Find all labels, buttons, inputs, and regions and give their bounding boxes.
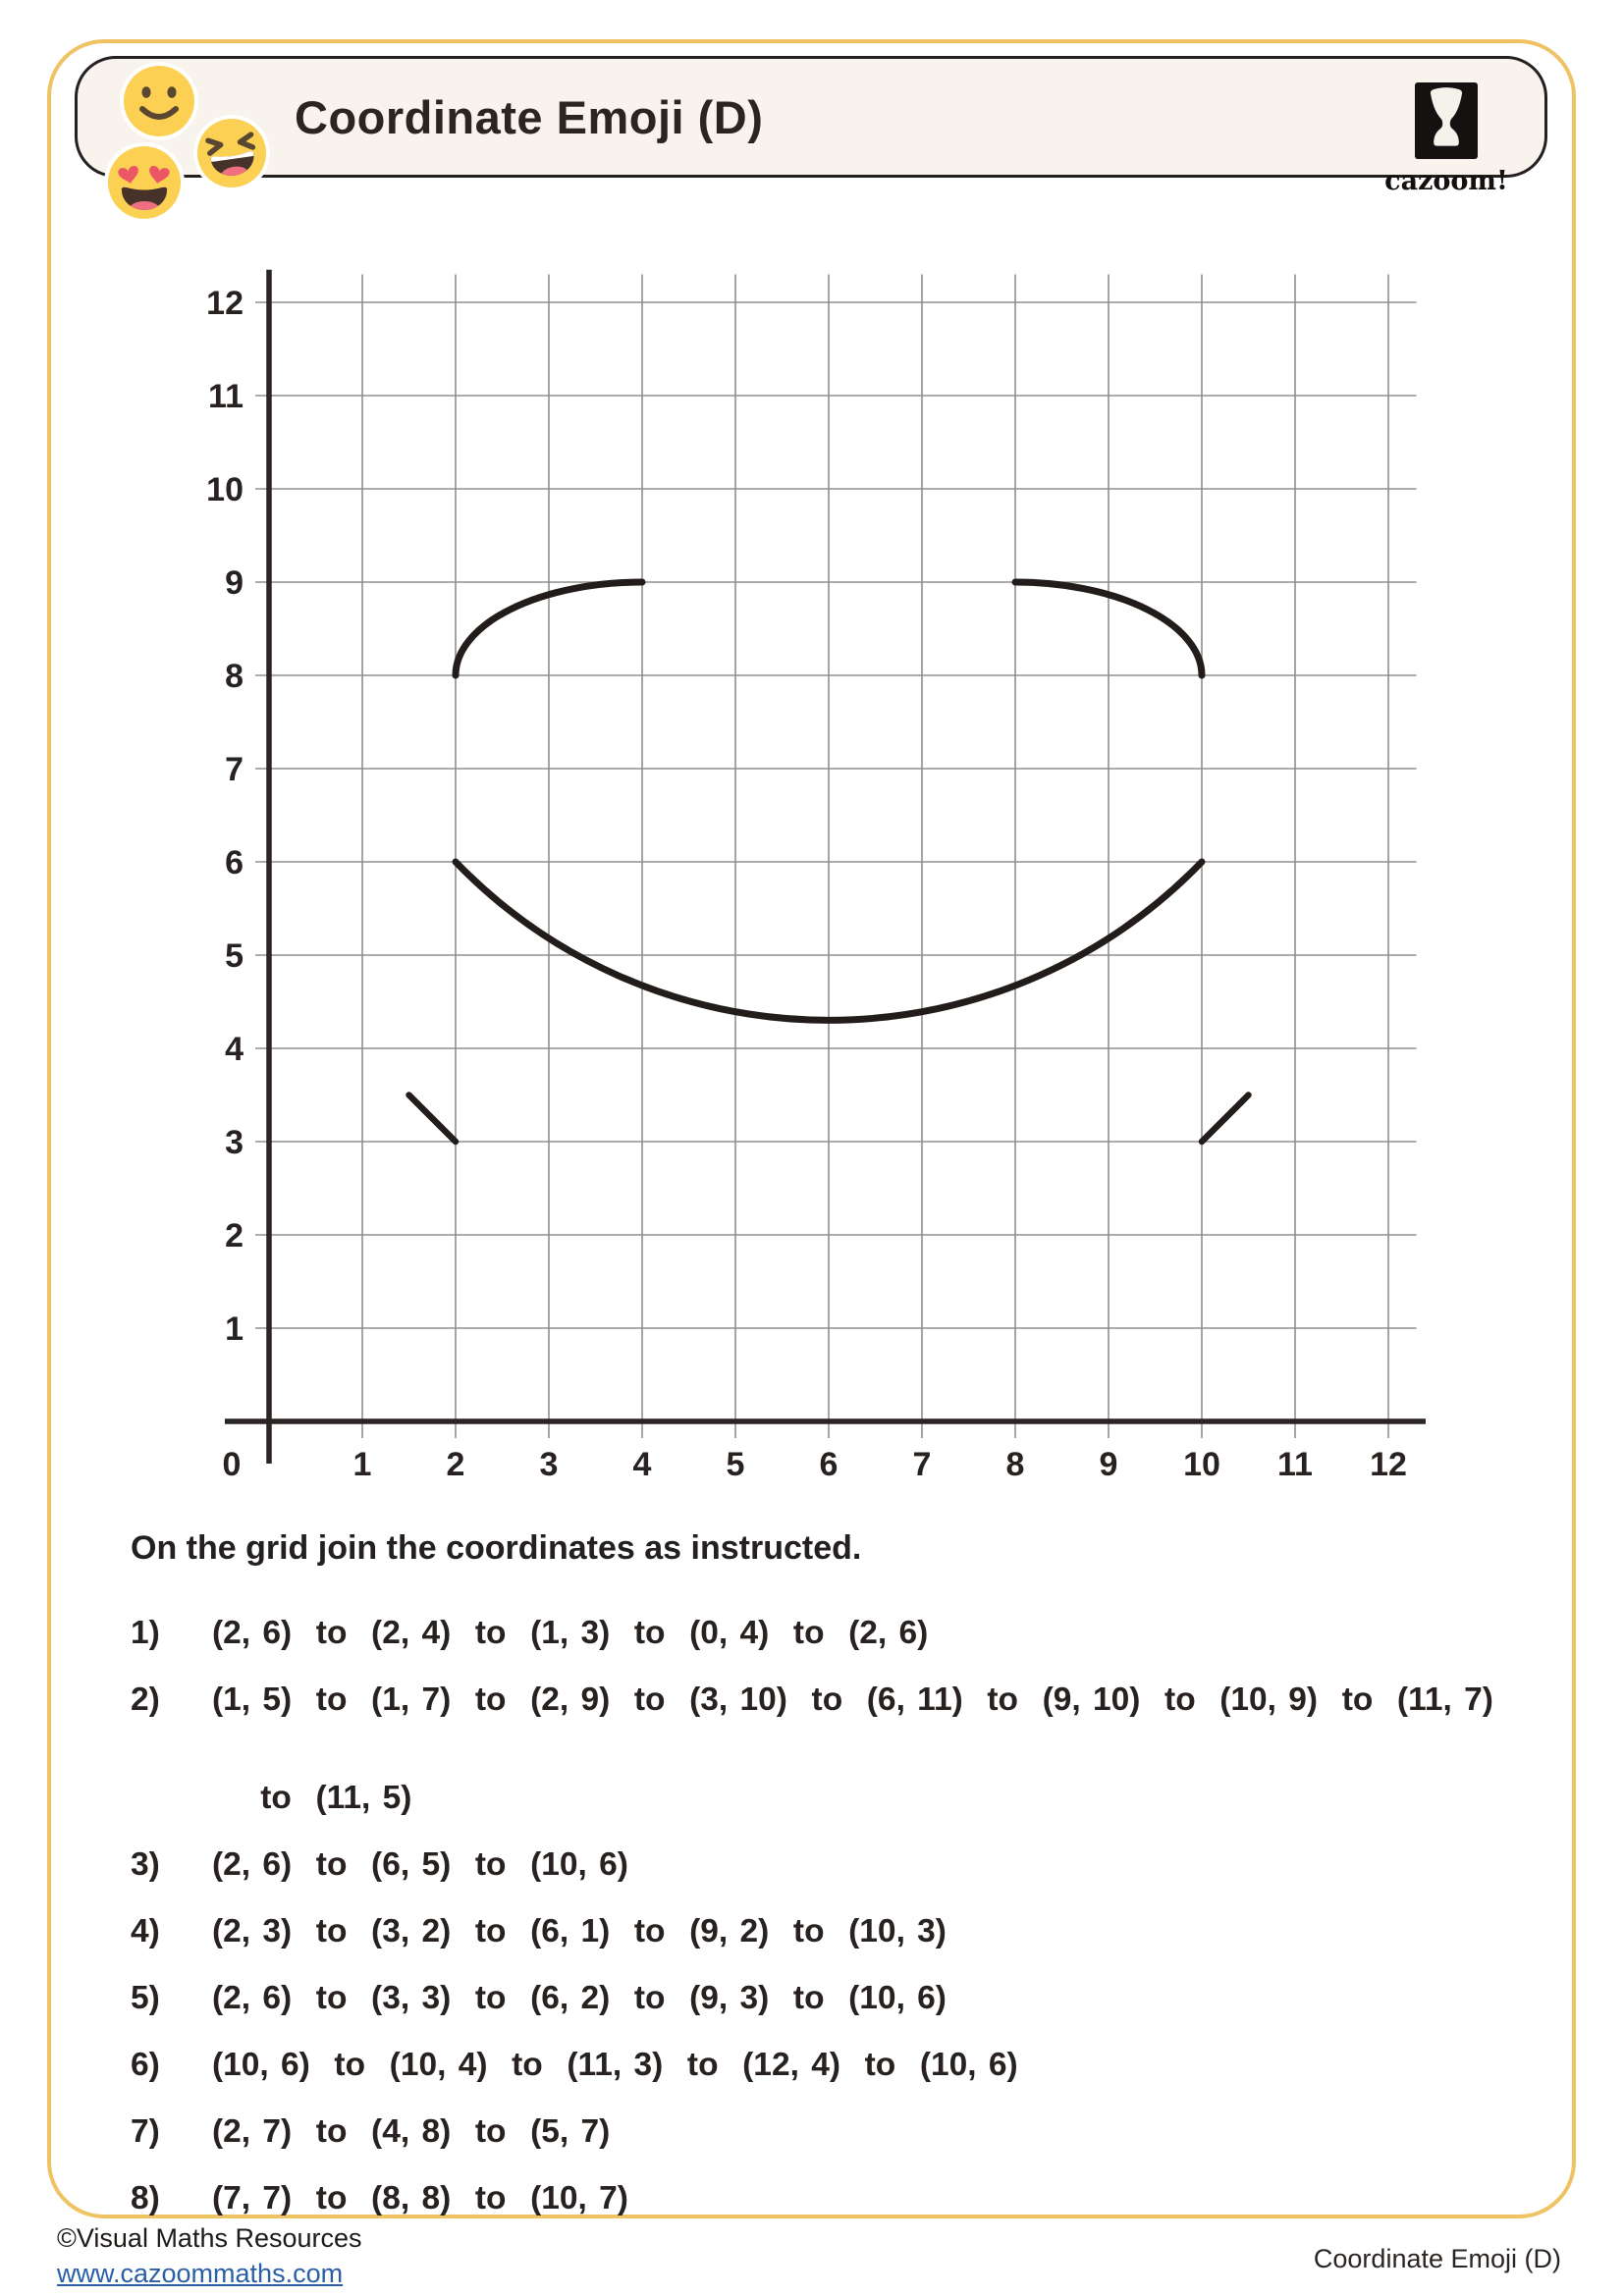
y-axis-tick-label: 12 <box>206 285 244 322</box>
left-mouth-corner-segment <box>409 1095 457 1143</box>
item-coordinates: (2, 6) to (2, 4) to (1, 3) to (0, 4) to (2, 6) <box>212 1615 929 1651</box>
instruction-item-8 <box>131 2174 1525 2223</box>
copyright-text: ©Visual Maths Resources <box>57 2223 362 2253</box>
y-axis-tick-label: 5 <box>225 937 244 975</box>
item-coordinates: (2, 6) to (6, 5) to (10, 6) <box>212 1846 628 1883</box>
x-axis-tick-label: 8 <box>1005 1446 1025 1483</box>
website-link[interactable]: www.cazoommaths.com <box>57 2259 344 2288</box>
coordinate-grid <box>147 241 1463 1527</box>
item-coordinates-line1: (1, 5) to (1, 7) to (2, 9) to (3, 10) to (6, 11) to (9, 10) to (10, 9) to (11, 7) <box>212 1682 1493 1718</box>
item-number: 4) <box>131 1913 160 1949</box>
instruction-item-6 <box>131 2041 1525 2090</box>
instruction-item-3 <box>131 1841 1525 1890</box>
y-axis-tick-label: 8 <box>225 658 244 695</box>
x-axis-tick-label: 12 <box>1370 1446 1407 1483</box>
x-axis-tick-label: 1 <box>352 1446 372 1483</box>
y-axis-tick-label: 4 <box>225 1031 244 1068</box>
x-axis-tick-label: 7 <box>912 1446 932 1483</box>
item-coordinates: (2, 6) to (3, 3) to (6, 2) to (9, 3) to (10, 6) <box>212 1980 947 2016</box>
item-number: 8) <box>131 2180 160 2216</box>
x-axis-tick-label: 9 <box>1099 1446 1118 1483</box>
brand-name: cazoom! <box>1384 166 1508 196</box>
item-coordinates: (10, 6) to (10, 4) to (11, 3) to (12, 4) to (10, 6) <box>212 2047 1018 2083</box>
brand-logo <box>1382 82 1510 196</box>
item-number: 3) <box>131 1846 160 1883</box>
y-axis-tick-label: 10 <box>206 471 244 508</box>
item-coordinates: (2, 7) to (4, 8) to (5, 7) <box>212 2113 611 2150</box>
x-axis-tick-label: 11 <box>1277 1446 1313 1483</box>
y-axis-tick-label: 11 <box>208 378 244 415</box>
instructions-heading: On the grid join the coordinates as instructed. <box>131 1529 862 1567</box>
y-axis-tick-label: 1 <box>225 1310 244 1348</box>
item-number: 2) <box>131 1682 160 1718</box>
footer-doc-label: Coordinate Emoji (D) <box>1313 2244 1561 2273</box>
item-coordinates: (7, 7) to (8, 8) to (10, 7) <box>212 2180 628 2216</box>
x-axis-tick-label: 2 <box>446 1446 465 1483</box>
instruction-item-7 <box>131 2108 1525 2157</box>
y-axis-tick-label: 6 <box>225 844 244 881</box>
instruction-item-4 <box>131 1907 1525 1956</box>
y-axis-tick-label: 9 <box>225 564 244 602</box>
instruction-item-1 <box>131 1609 1525 1658</box>
x-axis-tick-label: 3 <box>539 1446 559 1483</box>
y-axis-tick-label: 2 <box>225 1217 244 1255</box>
right-mouth-corner-segment <box>1202 1095 1249 1143</box>
emoji-cluster <box>63 43 289 249</box>
x-axis-tick-label: 6 <box>819 1446 839 1483</box>
page-title: Coordinate Emoji (D) <box>295 90 764 143</box>
item-number: 6) <box>131 2047 160 2083</box>
item-number: 5) <box>131 1980 160 2016</box>
x-axis-tick-label: 0 <box>222 1446 242 1483</box>
instructions-section <box>131 1529 1525 2241</box>
x-axis-tick-label: 4 <box>632 1446 652 1483</box>
instruction-item-5 <box>131 1974 1525 2023</box>
item-number: 7) <box>131 2113 160 2150</box>
item-number: 1) <box>131 1615 160 1651</box>
instruction-item-2 <box>131 1676 1525 1823</box>
y-axis-tick-label: 7 <box>225 751 244 788</box>
item-coordinates <box>212 1676 1525 1823</box>
y-axis-tick-label: 3 <box>225 1124 244 1161</box>
drum-logo-icon <box>1415 82 1478 159</box>
laughing-face-icon <box>189 110 275 196</box>
x-axis-tick-label: 10 <box>1183 1446 1220 1483</box>
smiling-face-icon <box>120 62 198 140</box>
x-axis-tick-label: 5 <box>726 1446 745 1483</box>
footer-left <box>57 2220 362 2291</box>
item-coordinates: (2, 3) to (3, 2) to (6, 1) to (9, 2) to (10, 3) <box>212 1913 947 1949</box>
heart-eyes-face-icon <box>104 142 185 223</box>
item-coordinates-line2: to (11, 5) <box>260 1780 412 1816</box>
